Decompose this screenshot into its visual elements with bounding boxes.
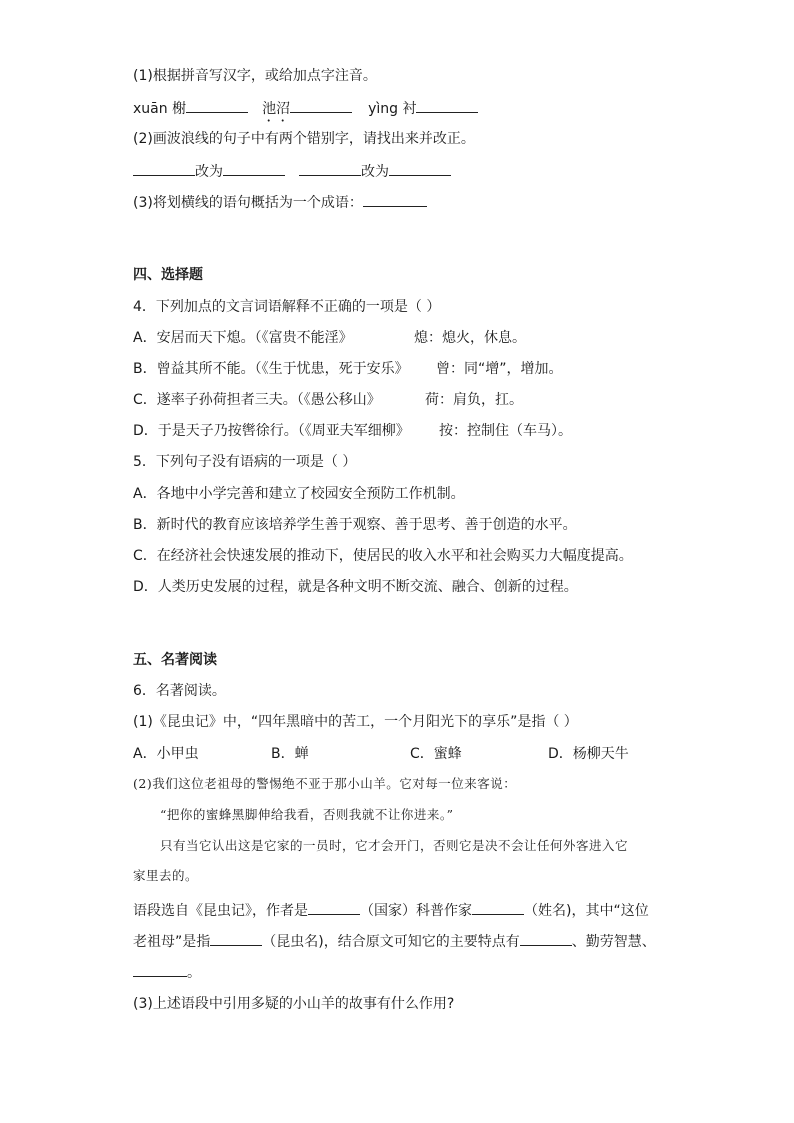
q6-sub3: (3)上述语段中引用多疑的小山羊的故事有什么作用? <box>133 996 455 1012</box>
q5-option-b[interactable]: B．新时代的教育应该培养学生善于观察、善于思考、善于创造的水平。 <box>133 517 577 533</box>
q5-option-a[interactable]: A．各地中小学完善和建立了校园安全预防工作机制。 <box>133 486 465 502</box>
passage-line: 家里去的。 <box>133 868 199 883</box>
question-5: 5．下列句子没有语病的一项是（ ） <box>133 454 357 470</box>
answer-blank[interactable] <box>308 900 360 915</box>
answer-blank[interactable] <box>389 161 451 176</box>
fill-line-2: 老祖母”是指 （昆虫名)，结合原文可知它的主要特点有 、勤劳智慧、 <box>133 931 656 952</box>
section-heading-4: 四、选择题 <box>133 267 203 283</box>
passage-line: “把你的蜜蜂黑脚伸给我看，否则我就不让你进来。” <box>160 807 454 822</box>
answer-blank[interactable] <box>363 192 427 207</box>
pinyin-line: xuān 榭 池沼 yìng 衬 <box>133 98 478 125</box>
answer-blank[interactable] <box>290 98 352 113</box>
answer-blank[interactable] <box>186 98 248 113</box>
q5-option-c[interactable]: C．在经济社会快速发展的推动下，使居民的收入水平和社会购买力大幅度提高。 <box>133 548 633 564</box>
answer-blank[interactable] <box>133 161 195 176</box>
q6-option-c[interactable]: C．蜜蜂 <box>410 746 462 762</box>
answer-blank[interactable] <box>210 931 262 946</box>
q-sub2: (2)画波浪线的句子中有两个错别字，请找出来并改正。 <box>133 131 475 147</box>
q4-option-b[interactable]: B．曾益其所不能。（《生于忧患，死于安乐》 曾：同“增”，增加。 <box>133 361 563 377</box>
q4-option-c[interactable]: C．遂率子孙荷担者三夫。（《愚公移山》 荷：肩负，扛。 <box>133 392 523 408</box>
section-heading-5: 五、名著阅读 <box>133 652 217 668</box>
correction-line: 改为 改为 <box>133 161 451 182</box>
q-sub1: (1)根据拼音写汉字，或给加点字注音。 <box>133 68 377 84</box>
answer-blank[interactable] <box>223 161 285 176</box>
answer-blank[interactable] <box>299 161 361 176</box>
fill-line-1: 语段选自《昆虫记》，作者是 （国家）科普作家 （姓名)，其中“这位 <box>133 900 649 921</box>
question-6: 6．名著阅读。 <box>133 683 226 699</box>
answer-blank[interactable] <box>416 98 478 113</box>
q4-option-a[interactable]: A．安居而天下熄。（《富贵不能淫》 熄：熄火，休息。 <box>133 330 526 346</box>
q6-option-d[interactable]: D．杨柳天牛 <box>548 746 629 762</box>
passage-line: (2)我们这位老祖母的警惕绝不亚于那小山羊。它对每一位来客说： <box>133 776 517 791</box>
answer-blank[interactable] <box>133 962 187 977</box>
q5-option-d[interactable]: D．人类历史发展的过程，就是各种文明不断交流、融合、创新的过程。 <box>133 579 578 595</box>
answer-blank[interactable] <box>472 900 524 915</box>
q6-option-a[interactable]: A．小甲虫 <box>133 746 199 762</box>
answer-blank[interactable] <box>520 931 572 946</box>
question-4: 4．下列加点的文言词语解释不正确的一项是（ ） <box>133 299 441 315</box>
q6-options <box>133 744 673 764</box>
fill-line-3: 。 <box>133 962 201 983</box>
q4-option-d[interactable]: D．于是天子乃按辔徐行。（《周亚夫军细柳》 按：控制住（车马）。 <box>133 423 572 439</box>
passage-line: 只有当它认出这是它家的一员时，它才会开门，否则它是决不会让任何外客进入它 <box>160 838 629 853</box>
q6-sub1: (1)《昆虫记》中，“四年黑暗中的苦工，一个月阳光下的享乐”是指（ ） <box>133 714 578 730</box>
q6-option-b[interactable]: B．蝉 <box>271 746 309 762</box>
q-sub3: (3)将划横线的语句概括为一个成语： <box>133 192 427 213</box>
